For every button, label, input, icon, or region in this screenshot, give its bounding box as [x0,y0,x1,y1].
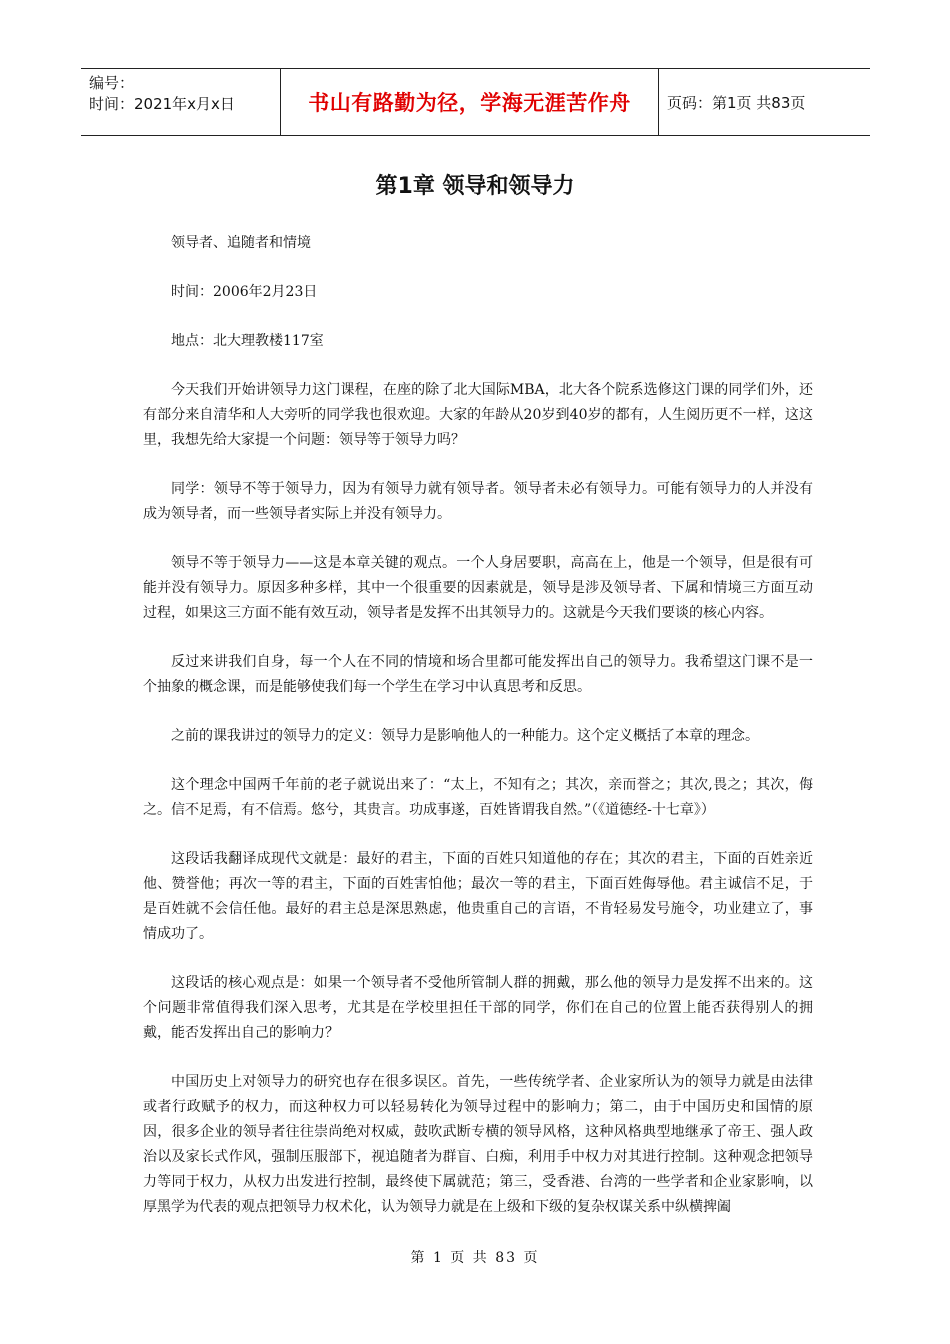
page-footer: 第 1 页 共 83 页 [410,1250,540,1266]
paragraph: 这段话我翻译成现代文就是：最好的君主，下面的百姓只知道他的存在；其次的君主，下面的百姓亲近他、赞誉他；再次一等的君主，下面的百姓害怕他；最次一等的君主，下面百姓侮辱他。君主诚信不足，于是百姓就不会信任他。最好的君主总是深思熟虑，他贵重自己的言语，不肯轻易发号施令，功业建立了，事情成功了。 [143,851,813,942]
header-page-info: 页码：第1页 共83页 [667,93,806,112]
page-header [81,68,870,136]
chapter-title: 第1章 领导和领导力 [375,174,575,199]
paragraph: 同学：领导不等于领导力，因为有领导力就有领导者。领导者未必有领导力。可能有领导力的人并没有成为领导者，而一些领导者实际上并没有领导力。 [143,481,813,522]
paragraph-time: 时间：2006年2月23日 [171,284,318,300]
header-meta [81,69,281,135]
paragraph-location: 地点：北大理教楼117室 [171,333,324,349]
paragraph: 这段话的核心观点是：如果一个领导者不受他所管制人群的拥戴，那么他的领导力是发挥不出来的。这个问题非常值得我们深入思考，尤其是在学校里担任干部的同学，你们在自己的位置上能否获得别人的拥戴，能否发挥出自己的影响力？ [143,975,813,1041]
header-time-label: 时间：2021年x月x日 [89,95,235,113]
document-body [143,231,813,1244]
paragraph: 中国历史上对领导力的研究也存在很多误区。首先，一些传统学者、企业家所认为的领导力就是由法律或者行政赋予的权力，而这种权力可以轻易转化为领导过程中的影响力；第二，由于中国历史和国情的原因，很多企业的领导者往往崇尚绝对权威，鼓吹武断专横的领导风格，这种风格典型地继承了帝王、强人政治以及家长式作风，强制压服部下，视追随者为群盲、白痴，利用手中权力对其进行控制。这种观念把领导力等同于权力，从权力出发进行控制，最终使下属就范；第三，受香港、台湾的一些学者和企业家影响，以厚黑学为代表的观点把领导力权术化，认为领导力就是在上级和下级的复杂权谋关系中纵横捭阖 [143,1074,813,1215]
paragraph: 今天我们开始讲领导力这门课程，在座的除了北大国际MBA，北大各个院系选修这门课的同学们外，还有部分来自清华和人大旁听的同学我也很欢迎。大家的年龄从20岁到40岁的都有，人生阅历更不一样，这这里，我想先给大家提一个问题：领导等于领导力吗？ [143,382,813,448]
paragraph-subtitle: 领导者、追随者和情境 [171,235,311,251]
paragraph: 之前的课我讲过的领导力的定义：领导力是影响他人的一种能力。这个定义概括了本章的理念。 [171,728,759,744]
paragraph: 反过来讲我们自身，每一个人在不同的情境和场合里都可能发挥出自己的领导力。我希望这门课不是一个抽象的概念课，而是能够使我们每一个学生在学习中认真思考和反思。 [143,654,813,695]
paragraph: 领导不等于领导力——这是本章关键的观点。一个人身居要职，高高在上，他是一个领导，但是很有可能并没有领导力。原因多种多样，其中一个很重要的因素就是，领导是涉及领导者、下属和情境三方面互动过程，如果这三方面不能有效互动，领导者是发挥不出其领导力的。这就是今天我们要谈的核心内容。 [143,555,813,621]
paragraph: 这个理念中国两千年前的老子就说出来了：“太上，不知有之；其次，亲而誉之；其次,畏之；其次，侮之。信不足焉，有不信焉。悠兮，其贵言。功成事遂，百姓皆谓我自然。”（《道德经-十七章》） [143,777,813,818]
header-motto: 书山有路勤为径，学海无涯苦作舟 [281,69,659,135]
header-number-label: 编号： [89,74,135,92]
